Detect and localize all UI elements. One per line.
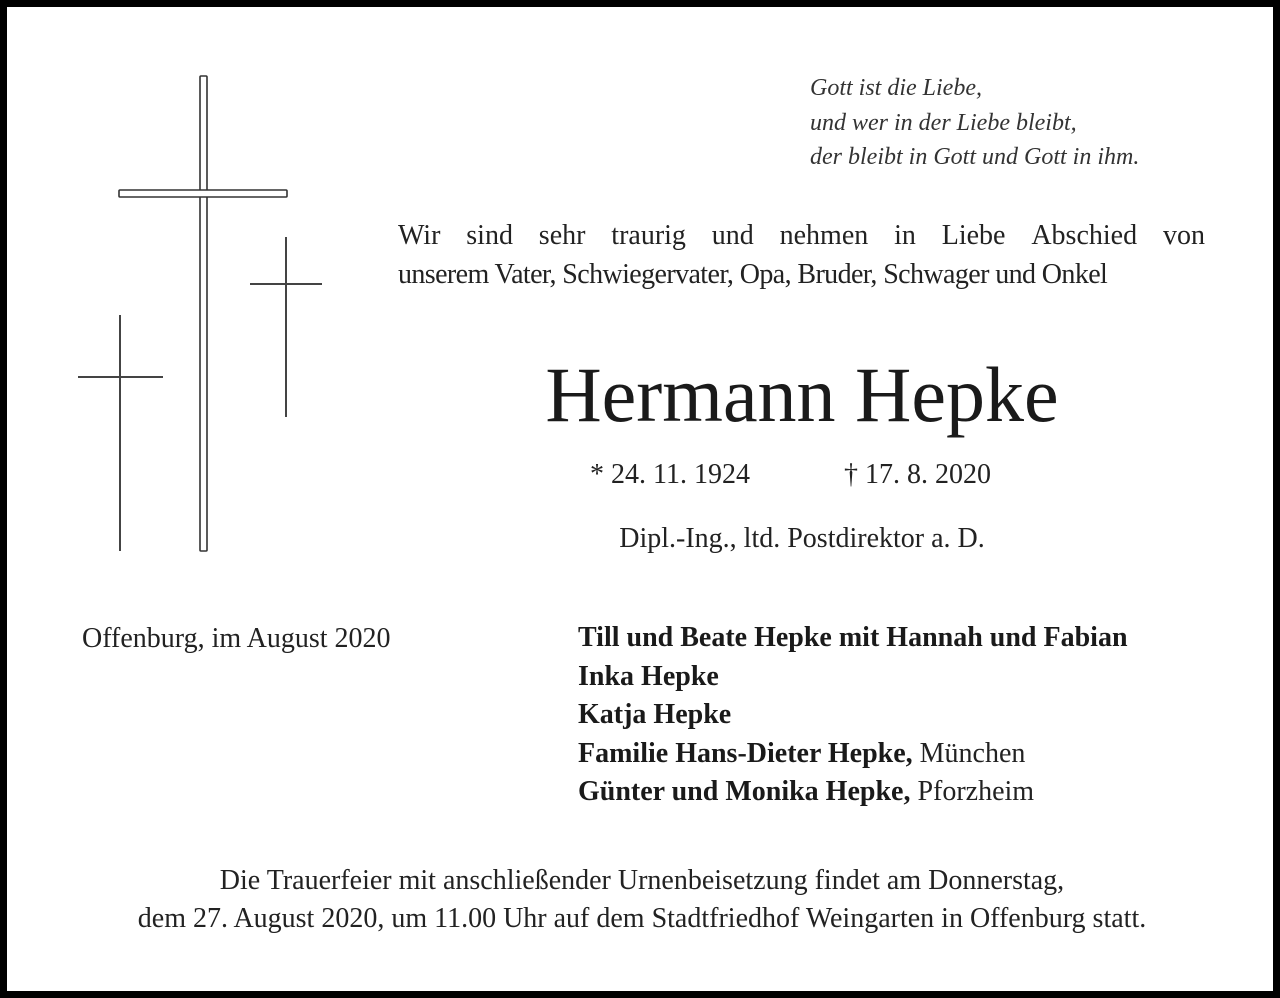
intro-line-1: [398, 216, 1205, 255]
verse-line: und wer in der Liebe bleibt,: [810, 109, 1077, 136]
bible-verse: [810, 71, 1230, 175]
intro-line-2: unserem Vater, Schwiegervater, Opa, Bruder, Schwager und Onkel: [398, 259, 1108, 290]
funeral-info: [47, 862, 1237, 938]
verse-line: der bleibt in Gott und Gott in ihm.: [810, 144, 1140, 170]
place-and-date: Offenburg, im August 2020: [82, 623, 391, 654]
mourner-city: München: [912, 737, 1026, 769]
mourner-entry: [578, 619, 1218, 658]
intro-word: nehmen: [779, 220, 869, 251]
intro-text: [398, 216, 1205, 294]
three-crosses-icon: [7, 7, 347, 567]
intro-word: von: [1162, 220, 1205, 251]
mourner-name: Familie Hans-Dieter Hepke,: [578, 737, 913, 769]
mourner-city: Pforzheim: [910, 776, 1035, 807]
large-cross-horizontal: [119, 190, 287, 197]
mourner-entry: [578, 735, 1218, 774]
death-date: † 17. 8. 2020: [844, 459, 991, 490]
intro-word: in: [894, 220, 916, 251]
intro-word: sehr: [538, 220, 586, 251]
funeral-line: dem 27. August 2020, um 11.00 Uhr auf dem Stadtfriedhof Weingarten in Offenburg statt.: [137, 903, 1147, 934]
large-cross-vertical: [200, 76, 207, 551]
mourner-name: Katja Hepke: [578, 699, 732, 730]
mourner-entry: [578, 773, 1218, 812]
deceased-name: Hermann Hepke: [545, 351, 1059, 438]
intro-word: Liebe: [941, 220, 1006, 251]
intro-word: Abschied: [1031, 220, 1138, 251]
funeral-line: Die Trauerfeier mit anschließender Urnenbeisetzung findet am Donnerstag,: [219, 865, 1065, 896]
mourner-name: Till und Beate Hepke mit Hannah und Fabian: [578, 622, 1128, 653]
mourner-entry: [578, 658, 1218, 697]
intro-word: sind: [466, 220, 513, 251]
intro-word: und: [711, 220, 754, 251]
mourner-name: Günter und Monika Hepke,: [578, 776, 911, 807]
verse-line: Gott ist die Liebe,: [810, 75, 982, 101]
deceased-title: Dipl.-Ing., ltd. Postdirektor a. D.: [619, 523, 985, 554]
intro-word: traurig: [611, 220, 686, 251]
birth-date: * 24. 11. 1924: [590, 459, 750, 490]
mourners-list: [578, 619, 1218, 812]
mourner-name: Inka Hepke: [578, 660, 719, 692]
mourner-entry: [578, 696, 1218, 735]
intro-word: Wir: [398, 220, 441, 251]
